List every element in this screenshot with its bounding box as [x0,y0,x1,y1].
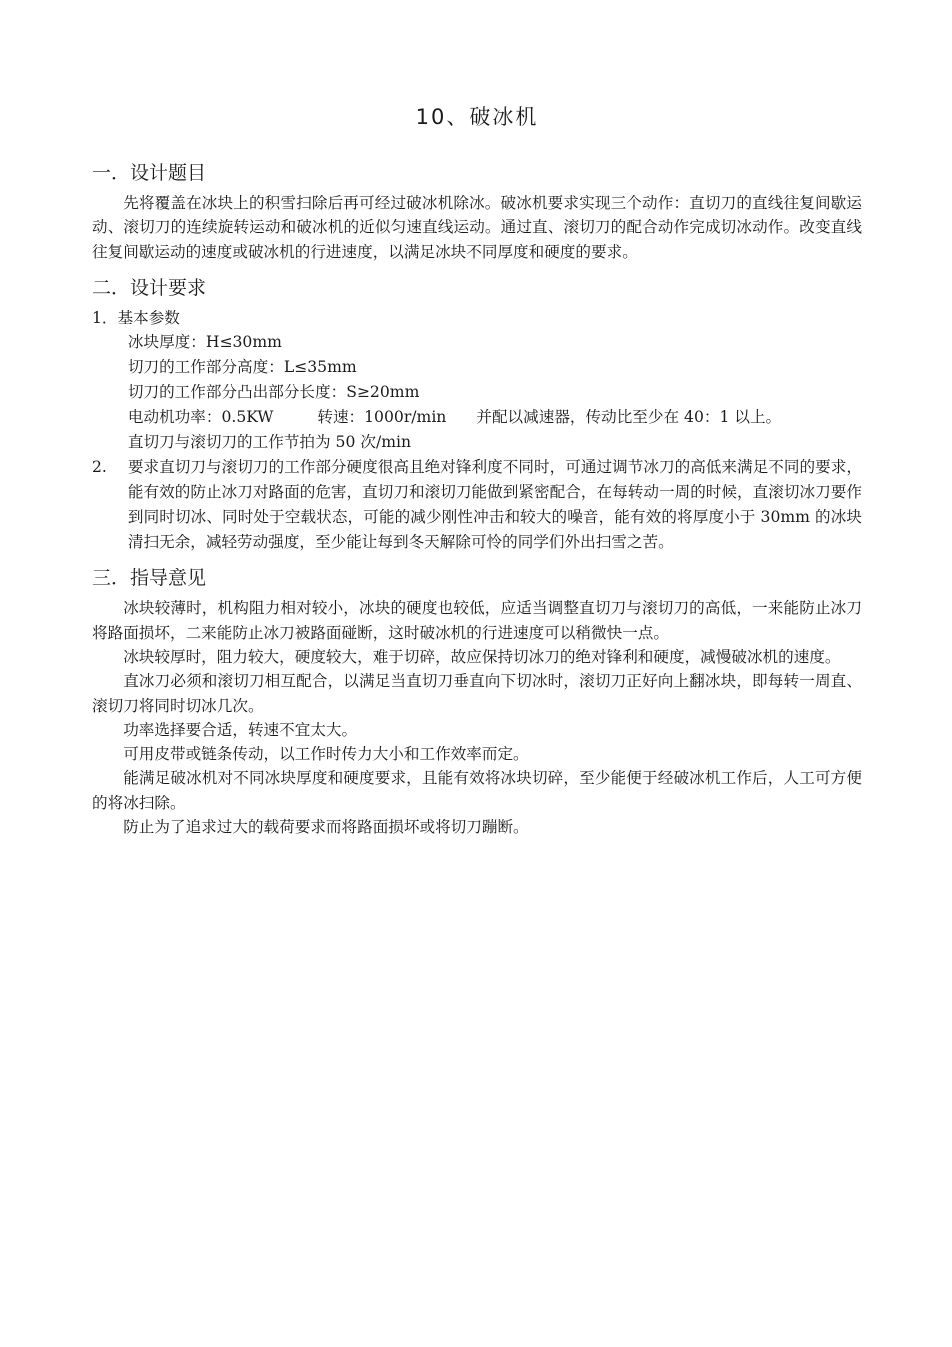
guidance-paragraph-power: 功率选择要合适，转速不宜太大。 [123,720,358,739]
section-heading-design-requirements: 二．设计要求 [92,276,207,299]
param-blade-protrusion: 切刀的工作部分凸出部分长度：S≥20mm [127,383,420,402]
guidance-paragraph-blade-coordination: 直冰刀必须和滚切刀相互配合，以满足当直切刀垂直向下切冰时，滚切刀正好向上翻冰块，即每转一周直、滚切刀将同时切冰几次。 [92,672,862,715]
page-title: 10、破冰机 [415,105,539,129]
design-topic-paragraph: 先将覆盖在冰块上的积雪扫除后再可经过破冰机除冰。破冰机要求实现三个动作：直切刀的直线往复间歇运动、滚切刀的连续旋转运动和破冰机的近似匀速直线运动。通过直、滚切刀的配合动作完成切冰动作。改变直线往复间歇运动的速度或破冰机的行进速度，以满足冰块不同厚度和硬度的要求。 [92,194,862,261]
guidance-paragraph-requirements: 能满足破冰机对不同冰块厚度和硬度要求，且能有效将冰块切碎，至少能便于经破冰机工作后，人工可方便的将冰扫除。 [92,769,862,812]
basic-params-label: 1．基本参数 [92,308,180,327]
guidance-paragraph-thin-ice: 冰块较薄时，机构阻力相对较小，冰块的硬度也较低，应适当调整直切刀与滚切刀的高低，一来能防止冰刀将路面损坏，二来能防止冰刀被路面碰断，这时破冰机的行进速度可以稍微快一点。 [92,599,862,642]
param-motor-power: 电动机功率：0.5KW [127,408,274,427]
guidance-paragraph-prevent-damage: 防止为了追求过大的载荷要求而将路面损坏或将切刀蹦断。 [123,818,529,837]
requirement-item-2 [92,455,862,554]
section-heading-guidance: 三．指导意见 [92,567,207,590]
param-motor-speed: 转速：1000r/min [317,408,447,427]
section-heading-design-topic: 一．设计题目 [92,162,207,184]
param-work-cycle: 直切刀与滚切刀的工作节拍为 50 次/min [127,433,412,452]
param-blade-height: 切刀的工作部分高度：L≤35mm [127,358,357,377]
param-reducer: 并配以减速器，传动比至少在 40：1 以上。 [476,408,782,427]
guidance-paragraph-transmission: 可用皮带或链条传动，以工作时传力大小和工作效率而定。 [123,745,529,764]
requirement-item-2-text: 要求直切刀与滚切刀的工作部分硬度很高且绝对锋利度不同时，可通过调节冰刀的高低来满足不同的要求，能有效的防止冰刀对路面的危害，直切刀和滚切刀能做到紧密配合，在每转动一周的时候，直滚切冰刀要作到同时切冰、同时处于空载状态，可能的减少刚性冲击和较大的噪音，能有效的将厚度小于 30mm 的冰块清扫无余，减轻劳动强度，至少能让每到冬天解除可怜的同学们外出扫雪之苦。 [127,458,862,551]
param-motor [92,405,862,430]
param-ice-thickness: 冰块厚度：H≤30mm [127,333,282,352]
requirement-item-2-number: 2. [92,458,107,477]
guidance-paragraph-thick-ice: 冰块较厚时，阻力较大，硬度较大，难于切碎，故应保持切冰刀的绝对锋利和硬度，减慢破冰机的速度。 [123,647,841,666]
